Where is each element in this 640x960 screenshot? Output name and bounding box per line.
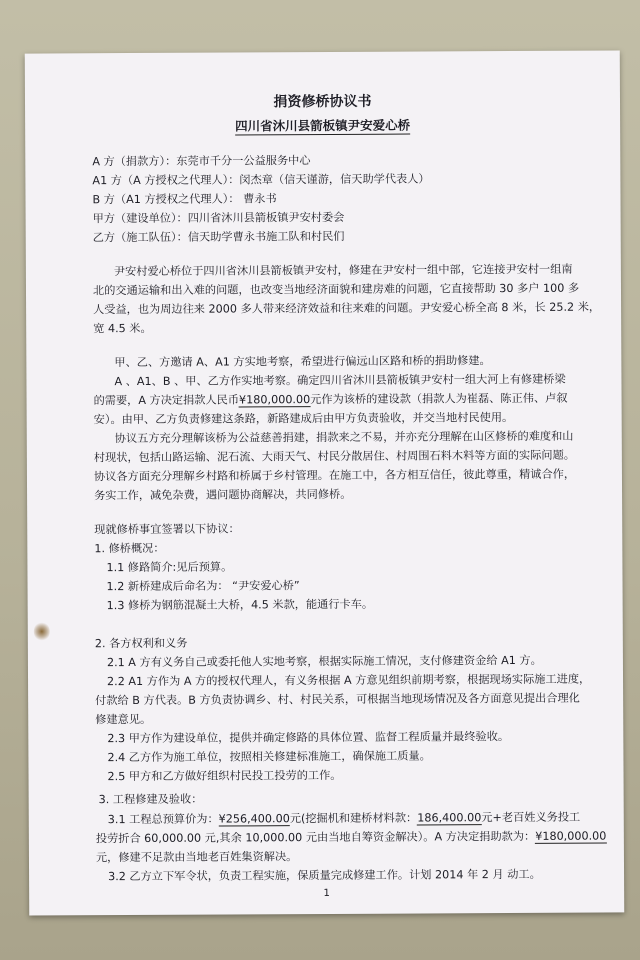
paragraph-line: 安）。由甲、乙方负责修建这条路，新路建成后由甲方负责验收，并交当地村民使用。 [93,411,514,427]
paragraph-line: 村现状，包括山路运输、泥石流、大雨天气、村民分散居住、村周围石料木料等方面的实际问题。 [93,448,575,465]
agreement-intro: 现就修桥事宜签署以下协议： [94,522,240,537]
section-2-line: 2.5 甲方和乙方做好组织村民投工投劳的工作。 [107,768,342,784]
donation-text-a: 的需要，A 方决定捐款人民币 [93,393,240,408]
intro-line: 人受益，也为周边往来 2000 多人带来经济效益和往来难的问题。尹安爱心桥全高 8 米，长 25.2 米， [93,300,601,317]
donation-text-b: 元作为该桥的建设款（捐款人为崔磊、陈正伟、卢叙 [310,391,568,407]
section-2-line: 2.1 A 方有义务自己或委托他人实地考察，根据实际施工情况，支付修建资金给 A1 方。 [106,653,542,670]
document-page [25,50,625,915]
budget-line [96,828,607,848]
section-1-item: 1.1 修路简介:见后预算。 [106,560,233,575]
budget-line: 元，修建不足款由当地老百姓集资解决。 [95,850,298,865]
paper-stain [34,621,50,641]
section-1-item: 1.2 新桥建成后命名为： “尹安爱心桥” [106,579,300,594]
paragraph-line: A 、A1、B 、甲、乙方作实地考察。确定四川省沐川县箭板镇尹安村一组大河上有修建桥梁 [114,372,566,389]
section-2-line: 付款给 B 方代表。B 方负责协调乡、村、村民关系，可根据当地现场情况及各方面意见提出合理化 [95,691,580,708]
labor-text: 投劳折合 60,000.00 元,其余 10,000.00 元由当地自筹资金解决）。A 方决定捐助款为： [95,829,536,846]
labor-label: 元+老百姓义务投工 [481,810,581,825]
section-3-heading: 3. 工程修建及验收： [98,792,203,807]
materials-amount: 186,400.00 [417,811,482,825]
section-2-line: 2.2 A1 方作为 A 方的授权代理人，有义务根据 A 方意见组织前期考察，根据现场实际施工进度， [107,672,591,689]
section-1-item: 1.3 修桥为钢筋混凝土大桥，4.5 米款，能通行卡车。 [106,597,374,613]
document-subtitle [25,114,620,136]
budget-amount: ¥256,400.00 [218,812,290,826]
section-2-line: 2.4 乙方作为施工单位，按照相关修建标准施工，确保施工质量。 [107,749,431,765]
section-2-line: 修建意见。 [95,712,152,727]
subtitle-text: 四川省沐川县箭板镇尹安爱心桥 [235,117,411,134]
section-2-heading: 2. 各方权利和义务 [94,636,188,651]
intro-line: 北的交通运输和出入难的问题，也改变当地经济面貌和建房难的问题，它直接帮助 30 多户 100 多 [92,281,580,298]
section-1-heading: 1. 修桥概况： [94,541,165,556]
intro-line: 尹安村爱心桥位于四川省沐川县箭板镇尹安村，修建在尹安村一组中部，它连接尹安村一组南 [113,262,573,279]
party-a: A 方（捐款方）：东莞市千分一公益服务中心 [92,154,311,169]
party-yi: 乙方（施工队伍）：信天助学曹永书施工队和村民们 [92,229,345,245]
intro-line: 宽 4.5 米。 [93,321,152,336]
party-jia: 甲方（建设单位）：四川省沐川县箭板镇尹安村委会 [92,210,345,226]
section-2-line: 2.3 甲方作为建设单位，提供并确定修路的具体位置、监督工程质量并最终验收。 [107,730,510,746]
materials-label: 元(挖掘机和建桥材料款： [289,811,418,826]
document-title: 捐资修桥协议书 [273,93,372,111]
schedule-line: 3.2 乙方立下军令状，负责工程实施，保质量完成修建工作。计划 2014 年 2 月 动工。 [108,867,541,884]
party-b: B 方（A1 方授权之代理人）： 曹永书 [92,192,277,207]
budget-line [108,809,581,829]
budget-label: 3.1 工程总预算价为： [107,812,219,827]
party-a1: A1 方（A 方授权之代理人）：闵杰章（信天谨游，信天助学代表人） [92,172,430,188]
donation-amount: ¥180,000.00 [238,393,311,407]
donation-total: ¥180,000.00 [535,829,607,843]
paragraph-line: 协议五方充分理解该桥为公益慈善捐建，捐款来之不易，并亦充分理解在山区修桥的难度和山 [114,429,574,446]
paragraph-line: 甲、乙、方邀请 A、A1 方实地考察，希望进行偏远山区路和桥的捐助修建。 [114,354,491,370]
paragraph-line: 务实工作，减免杂费，遇问题协商解决，共同修桥。 [94,487,352,503]
paragraph-line [94,390,568,410]
paragraph-line: 协议各方面充分理解乡村路和桥属于乡村管理。在施工中，各方相互信任，彼此尊重，精诚合作， [93,467,576,484]
page-number: 1 [323,887,330,900]
